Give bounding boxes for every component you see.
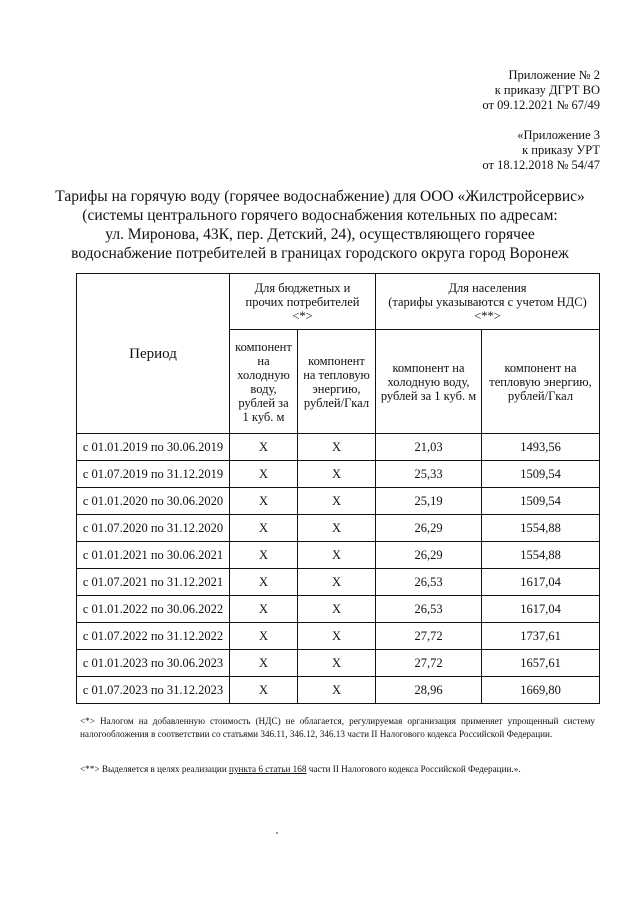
budget-cold-cell: Х xyxy=(230,569,298,596)
budget-group-header xyxy=(230,274,376,330)
budget-cold-cell: Х xyxy=(230,650,298,677)
population-heat-cell: 1669,80 xyxy=(482,677,600,704)
tax-code-link[interactable]: пункта 6 статьи 168 xyxy=(229,764,307,774)
budget-cold-cell: Х xyxy=(230,461,298,488)
document-title xyxy=(40,187,600,263)
population-cold-cell: 27,72 xyxy=(376,650,482,677)
period-cell: с 01.07.2022 по 31.12.2022 xyxy=(77,623,230,650)
population-cold-header xyxy=(376,330,482,434)
title-line4: водоснабжение потребителей в границах городского округа город Воронеж xyxy=(71,245,569,262)
scan-speck xyxy=(276,832,278,834)
period-cell: с 01.01.2021 по 30.06.2021 xyxy=(77,542,230,569)
budget-cold-line6: 1 куб. м xyxy=(242,409,285,424)
table-header-row xyxy=(77,274,600,330)
appendix-current-line3: от 09.12.2021 № 67/49 xyxy=(482,98,600,112)
budget-heat-line2: на тепловую xyxy=(303,367,370,382)
budget-cold-line3: холодную xyxy=(237,367,290,382)
population-cold-cell: 26,53 xyxy=(376,596,482,623)
population-cold-cell: 28,96 xyxy=(376,677,482,704)
budget-heat-cell: Х xyxy=(298,596,376,623)
population-heat-cell: 1657,61 xyxy=(482,650,600,677)
population-heat-line2: тепловую энергию, xyxy=(489,374,592,389)
budget-heat-line3: энергию, xyxy=(312,381,361,396)
table-row xyxy=(77,677,600,704)
population-heat-cell: 1509,54 xyxy=(482,488,600,515)
population-cold-cell: 26,53 xyxy=(376,569,482,596)
budget-cold-cell: Х xyxy=(230,542,298,569)
population-cold-line3: рублей за 1 куб. м xyxy=(380,388,477,403)
budget-group-line3: <*> xyxy=(292,308,313,323)
population-cold-cell: 26,29 xyxy=(376,542,482,569)
population-heat-cell: 1554,88 xyxy=(482,515,600,542)
budget-heat-cell: Х xyxy=(298,434,376,461)
appendix-original-line1: «Приложение 3 xyxy=(517,128,600,142)
title-line3: ул. Миронова, 43К, пер. Детский, 24), осуществляющего горячее xyxy=(105,226,535,243)
budget-cold-cell: Х xyxy=(230,515,298,542)
budget-heat-cell: Х xyxy=(298,488,376,515)
budget-group-line1: Для бюджетных и xyxy=(254,280,351,295)
table-row xyxy=(77,515,600,542)
budget-heat-line4: рублей/Гкал xyxy=(303,395,370,410)
period-cell: с 01.01.2019 по 30.06.2019 xyxy=(77,434,230,461)
appendix-current xyxy=(482,68,600,113)
population-heat-cell: 1617,04 xyxy=(482,569,600,596)
table-row xyxy=(77,623,600,650)
budget-heat-line1: компонент xyxy=(308,353,365,368)
budget-cold-header xyxy=(230,330,298,434)
appendix-current-line2: к приказу ДГРТ ВО xyxy=(494,83,600,97)
population-heat-cell: 1737,61 xyxy=(482,623,600,650)
budget-heat-cell: Х xyxy=(298,569,376,596)
budget-cold-line4: воду, xyxy=(250,381,277,396)
budget-cold-cell: Х xyxy=(230,488,298,515)
population-cold-line1: компонент на xyxy=(392,360,465,375)
population-heat-cell: 1617,04 xyxy=(482,596,600,623)
appendix-original-line2: к приказу УРТ xyxy=(522,143,600,157)
footnote-vat-exempt: <*> Налогом на добавленную стоимость (НДС) не облагается, регулируемая организация применяет упрощенный систему налогообложения в соответствии со статьями 346.11, 346.12, 346.13 части II Налогового кодекса Российской Федерации. xyxy=(80,716,595,739)
footnote2-suffix: части II Налогового кодекса Российской Федерации.». xyxy=(306,764,521,774)
appendix-original-line3: от 18.12.2018 № 54/47 xyxy=(482,158,600,172)
title-line2: (системы центрального горячего водоснабжения котельных по адресам: xyxy=(82,207,558,224)
budget-heat-cell: Х xyxy=(298,650,376,677)
tariffs-table xyxy=(76,273,600,704)
budget-heat-cell: Х xyxy=(298,623,376,650)
budget-heat-cell: Х xyxy=(298,677,376,704)
budget-heat-cell: Х xyxy=(298,515,376,542)
budget-group-line2: прочих потребителей xyxy=(245,294,360,309)
period-header: Период xyxy=(77,274,230,434)
population-cold-cell: 26,29 xyxy=(376,515,482,542)
table-row xyxy=(77,596,600,623)
table-row xyxy=(77,650,600,677)
budget-heat-cell: Х xyxy=(298,542,376,569)
table-row xyxy=(77,434,600,461)
population-heat-line3: рублей/Гкал xyxy=(507,388,574,403)
population-heat-line1: компонент на xyxy=(504,360,577,375)
budget-cold-cell: Х xyxy=(230,596,298,623)
budget-cold-line5: рублей за xyxy=(238,395,289,410)
appendix-current-line1: Приложение № 2 xyxy=(508,68,600,82)
population-cold-cell: 25,19 xyxy=(376,488,482,515)
footnote-vat-included xyxy=(80,763,595,776)
budget-cold-cell: Х xyxy=(230,677,298,704)
population-heat-header xyxy=(482,330,600,434)
budget-heat-header xyxy=(298,330,376,434)
table-row xyxy=(77,488,600,515)
period-cell: с 01.01.2023 по 30.06.2023 xyxy=(77,650,230,677)
population-heat-cell: 1493,56 xyxy=(482,434,600,461)
period-cell: с 01.07.2021 по 31.12.2021 xyxy=(77,569,230,596)
population-group-line1: Для населения xyxy=(448,280,527,295)
population-heat-cell: 1509,54 xyxy=(482,461,600,488)
population-cold-line2: холодную воду, xyxy=(387,374,470,389)
budget-heat-cell: Х xyxy=(298,461,376,488)
period-cell: с 01.07.2023 по 31.12.2023 xyxy=(77,677,230,704)
period-cell: с 01.07.2020 по 31.12.2020 xyxy=(77,515,230,542)
period-cell: с 01.01.2020 по 30.06.2020 xyxy=(77,488,230,515)
population-heat-cell: 1554,88 xyxy=(482,542,600,569)
budget-cold-line1: компонент xyxy=(235,339,292,354)
table-row xyxy=(77,542,600,569)
population-group-line3: <**> xyxy=(474,308,501,323)
budget-cold-cell: Х xyxy=(230,623,298,650)
population-cold-cell: 25,33 xyxy=(376,461,482,488)
footnote2-prefix: <**> Выделяется в целях реализации xyxy=(80,764,230,774)
period-cell: с 01.07.2019 по 31.12.2019 xyxy=(77,461,230,488)
budget-cold-line2: на xyxy=(257,353,270,368)
table-body xyxy=(77,434,600,704)
table-row xyxy=(77,461,600,488)
population-group-line2: (тарифы указываются с учетом НДС) xyxy=(388,294,587,309)
population-group-header xyxy=(376,274,600,330)
period-cell: с 01.01.2022 по 30.06.2022 xyxy=(77,596,230,623)
appendix-original xyxy=(482,128,600,173)
title-line1: Тарифы на горячую воду (горячее водоснабжение) для ООО «Жилстройсервис» xyxy=(55,188,585,205)
population-cold-cell: 27,72 xyxy=(376,623,482,650)
population-cold-cell: 21,03 xyxy=(376,434,482,461)
table-row xyxy=(77,569,600,596)
budget-cold-cell: Х xyxy=(230,434,298,461)
